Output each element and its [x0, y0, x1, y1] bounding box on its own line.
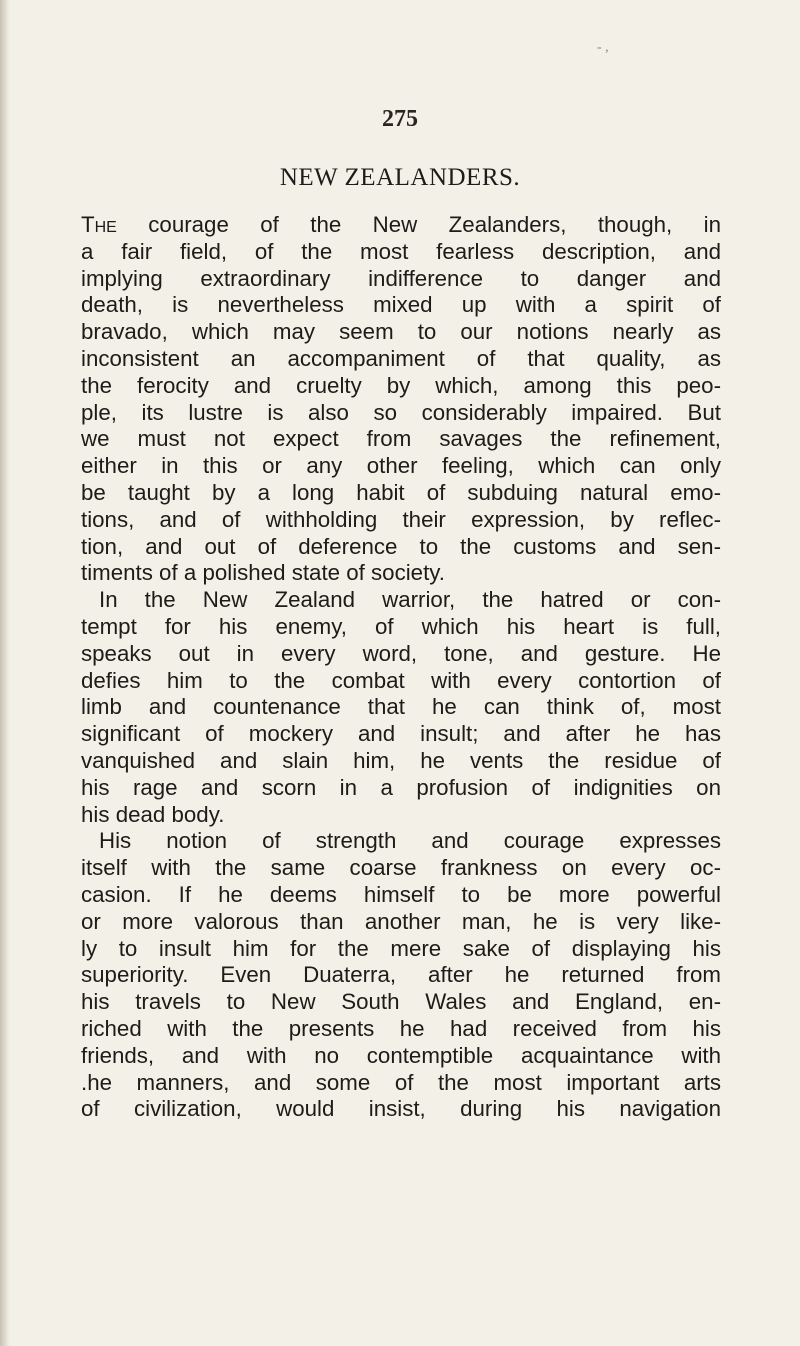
text-line-28: ly to insult him for the mere sake of displaying his [81, 935, 721, 961]
text-line-23: his dead body. [81, 801, 225, 827]
text-line-34: of civilization, would insist, during his navigation [81, 1096, 721, 1122]
text-line-1: The courage of the New Zealanders, though, in [81, 212, 721, 237]
text-line-20: significant of mockery and insult; and after he has [81, 721, 721, 747]
text-line-29: superiority. Even Duaterra, after he returned from [81, 962, 721, 988]
text-line-13: tion, and out of deference to the customs and sen- [81, 533, 721, 559]
text-line-25: itself with the same coarse frankness on every oc- [81, 855, 721, 881]
body-text [81, 212, 721, 1123]
first-word: The [81, 212, 117, 237]
text-line-2: a fair field, of the most fearless description, and [81, 238, 721, 264]
text-line-21: vanquished and slain him, he vents the residue of [81, 747, 721, 773]
text-line-11: be taught by a long habit of subduing natural emo- [81, 479, 721, 505]
text-line-17: speaks out in every word, tone, and gesture. He [81, 640, 721, 666]
text-line-5: bravado, which may seem to our notions nearly as [81, 319, 721, 345]
page-number: 275 [382, 106, 418, 132]
text-line-30: his travels to New South Wales and England, en- [81, 989, 721, 1015]
text-line-6: inconsistent an accompaniment of that quality, as [81, 345, 721, 371]
text-line-24: His notion of strength and courage expresses [99, 828, 721, 854]
text-line-10: either in this or any other feeling, which can only [81, 453, 721, 479]
text-line-14: timents of a polished state of society. [81, 560, 445, 586]
text-line-7: the ferocity and cruelty by which, among this peo- [81, 372, 721, 398]
page-title: NEW ZEALANDERS. [279, 164, 521, 191]
text-line-18: defies him to the combat with every contortion of [81, 667, 721, 693]
text-line-26: casion. If he deems himself to be more powerful [81, 881, 721, 907]
text-line-32: friends, and with no contemptible acquaintance with [81, 1042, 721, 1068]
text-line-8: ple, its lustre is also so considerably impaired. But [81, 399, 721, 425]
text-line-9: we must not expect from savages the refinement, [81, 426, 721, 452]
text-line-19: limb and countenance that he can think of, most [81, 694, 721, 720]
text-line-3: implying extraordinary indifference to danger and [81, 265, 721, 291]
text-line-27: or more valorous than another man, he is very like- [81, 908, 721, 934]
text-line-12: tions, and of withholding their expression, by reflec- [81, 506, 721, 532]
text-line-31: riched with the presents he had received from his [81, 1015, 721, 1041]
stray-mark: - , [597, 40, 609, 55]
page-binding-edge [0, 0, 10, 1346]
text-line-33: .he manners, and some of the most important arts [81, 1069, 721, 1095]
text-line-16: tempt for his enemy, of which his heart is full, [81, 613, 721, 639]
text-line-22: his rage and scorn in a profusion of indignities on [81, 774, 721, 800]
text-line-15: In the New Zealand warrior, the hatred or con- [99, 587, 721, 613]
text-line-4: death, is nevertheless mixed up with a spirit of [81, 292, 721, 318]
